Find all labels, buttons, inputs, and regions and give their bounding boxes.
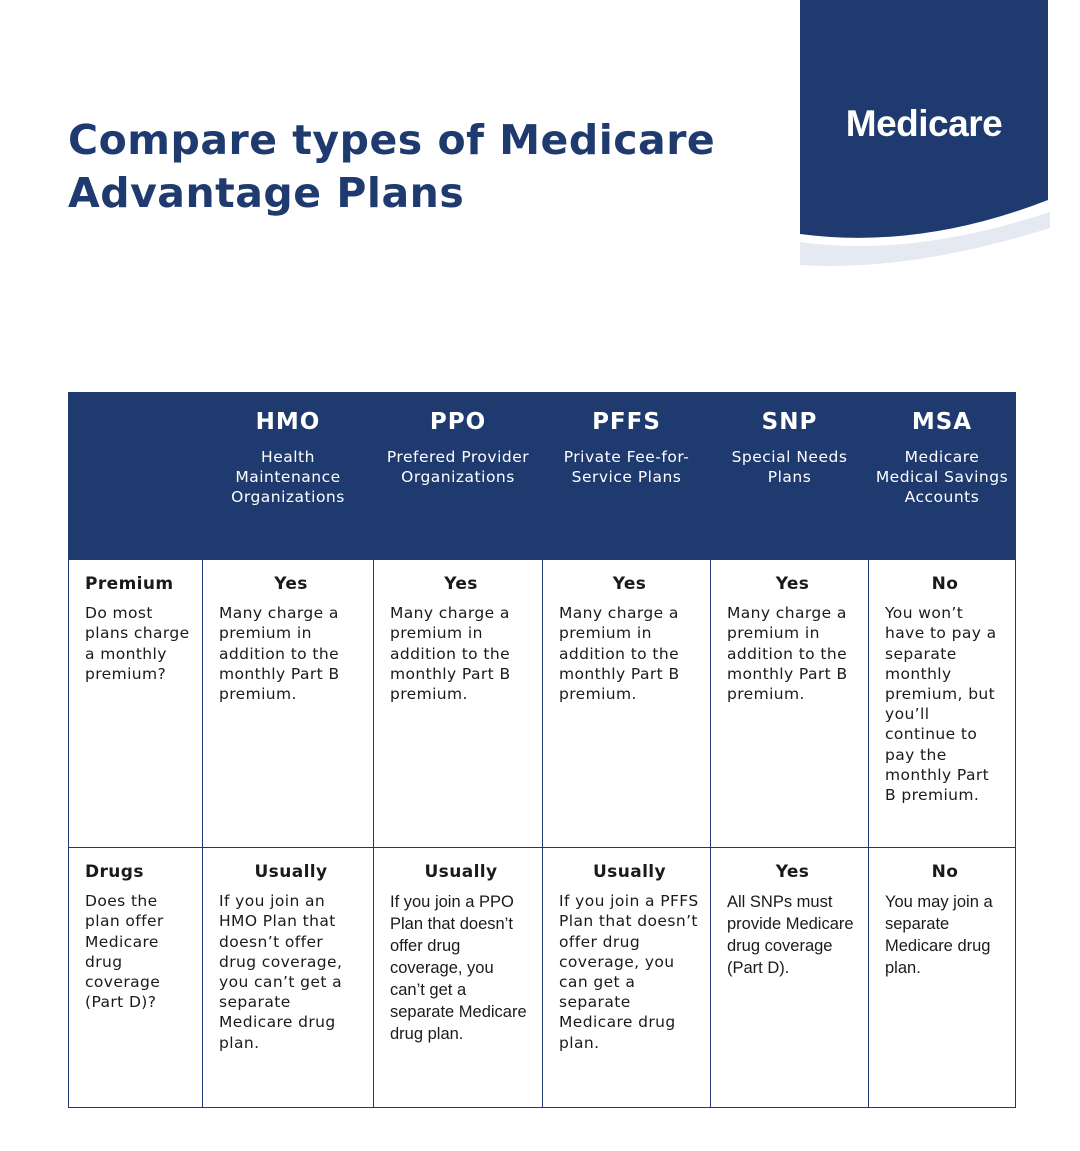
plan-comparison-table [68,392,1016,1108]
table-cell [711,560,869,848]
plan-header-hmo [203,393,374,560]
table-cell [869,848,1016,1108]
table-cell [203,560,374,848]
cell-answer: Yes [274,574,308,594]
cell-detail: If you join an HMO Plan that doesn’t offer drug coverage, you can’t get a separate Medicare drug plan. [219,892,343,1052]
row-label: Drugs [85,862,144,882]
cell-detail: Many charge a premium in addition to the monthly Part B premium. [390,604,511,704]
cell-detail: All SNPs must provide Medicare drug coverage (Part D). [727,893,854,978]
plan-full-name: Prefered Provider Organizations [386,448,530,486]
plan-full-name: Special Needs Plans [731,448,848,486]
cell-answer: Usually [254,862,328,882]
medicare-logo-text: Medicare [845,103,1003,144]
row-question: Do most plans charge a monthly premium? [85,604,190,683]
cell-detail: If you join a PPO Plan that doesn’t offer drug coverage, you can’t get a separate Medicare drug plan. [390,893,527,1044]
cell-answer: Yes [444,574,478,594]
cell-detail: Many charge a premium in addition to the monthly Part B premium. [219,604,340,704]
page-title: Compare types of Medicare Advantage Plans [68,116,716,217]
plan-abbr: HMO [255,409,321,435]
table-cell [543,848,711,1108]
table-cell [203,848,374,1108]
table-header-row [69,393,1016,560]
cell-detail: You may join a separate Medicare drug plan. [885,893,993,978]
cell-answer: Usually [424,862,498,882]
plan-abbr: SNP [761,409,818,435]
plan-abbr: PPO [429,409,487,435]
plan-full-name: Private Fee-for-Service Plans [563,448,690,486]
table-cell [543,560,711,848]
cell-answer: Yes [775,862,810,882]
table-row-drugs [69,848,1016,1108]
table-cell [711,848,869,1108]
cell-answer: No [931,862,959,882]
table-cell [374,560,543,848]
plan-abbr: MSA [911,409,973,435]
row-label: Premium [85,574,174,594]
cell-answer: No [931,574,959,594]
cell-answer: Yes [612,574,647,594]
cell-answer: Yes [775,574,810,594]
plan-abbr: PFFS [592,409,661,435]
table-row-premium [69,560,1016,848]
row-header-cell [69,560,203,848]
row-question: Does the plan offer Medicare drug coverage (Part D)? [85,892,164,1012]
plan-header-ppo [374,393,543,560]
header-corner-cell [69,393,203,560]
cell-detail: You won’t have to pay a separate monthly premium, but you’ll continue to pay the monthly Part B premium. [885,604,997,805]
plan-header-pffs [543,393,711,560]
plan-full-name: Medicare Medical Savings Accounts [875,448,1009,506]
cell-detail: If you join a PFFS Plan that doesn’t offer drug coverage, you can get a separate Medicare drug plan. [559,892,699,1052]
table-cell [374,848,543,1108]
cell-detail: Many charge a premium in addition to the monthly Part B premium. [559,604,680,704]
medicare-logo [800,0,1050,270]
row-header-cell [69,848,203,1108]
cell-answer: Usually [592,862,667,882]
plan-header-snp [711,393,869,560]
plan-full-name: Health Maintenance Organizations [231,448,345,506]
plan-header-msa [869,393,1016,560]
table-cell [869,560,1016,848]
cell-detail: Many charge a premium in addition to the monthly Part B premium. [727,604,848,704]
